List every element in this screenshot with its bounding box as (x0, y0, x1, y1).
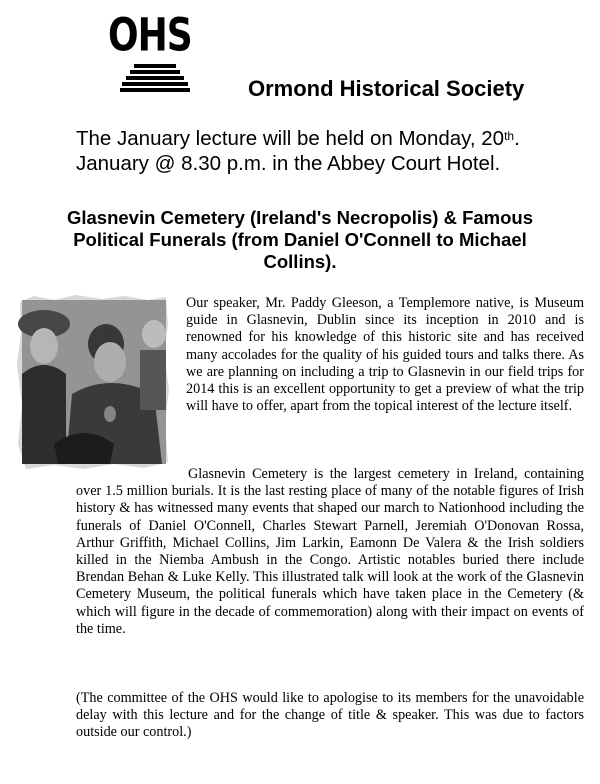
speaker-paragraph: Our speaker, Mr. Paddy Gleeson, a Templemore native, is Museum guide in Glasnevin, Dublin since its inception in 2010 and is renowned for his knowledge of this historic site and has received many accolades for the quality of his guided tours and talks there. As we are planning on including a trip to Glasnevin in our field trips for 2014 this is an excellent opportunity to get a preview of what the trip will have to offer, apart from the topical interest of the lecture itself. (186, 295, 584, 415)
society-name: Ormond Historical Society (248, 76, 525, 101)
announcement-line1: The January lecture will be held on Monday, 20 (76, 127, 505, 150)
funeral-photo (14, 294, 170, 470)
lecture-announcement (76, 126, 576, 176)
date-superscript: th (504, 129, 515, 143)
cemetery-paragraph: Glasnevin Cemetery is the largest cemetery in Ireland, containing over 1.5 million burials. It is the last resting place of many of the notable figures of Irish history & has witnessed many events that shaped our march to Nationhood including the funerals of Daniel O'Connell, Charles Stewart Parnell, Jeremiah O'Donovan Rossa, Arthur Griffith, Michael Collins, Jim Larkin, Eamonn De Valera & the Irish soldiers killed in the Niemba Ambush in the Congo. Artistic notables buried there include Brendan Behan & Luke Kelly. This illustrated talk will look at the work of the Glasnevin Cemetery Museum, the political funerals which have taken place in the Cemetery (& which will figure in the decade of commemoration) along with their impact on events of the time. (76, 466, 584, 637)
announcement-line2: January @ 8.30 p.m. in the Abbey Court Hotel. (76, 152, 501, 175)
apology-paragraph: (The committee of the OHS would like to apologise to its members for the unavoidable delay with this lecture and for the change of title & speaker. This was due to factors outside our control.) (76, 690, 584, 741)
ohs-logo (108, 10, 200, 92)
lecture-title: Glasnevin Cemetery (Ireland's Necropolis) & Famous Political Funerals (from Daniel O'Connell to Michael Collins). (66, 207, 533, 272)
announcement-line1-end: . (514, 127, 520, 150)
logo-text: OHS (108, 10, 192, 62)
steps-icon (120, 62, 190, 92)
